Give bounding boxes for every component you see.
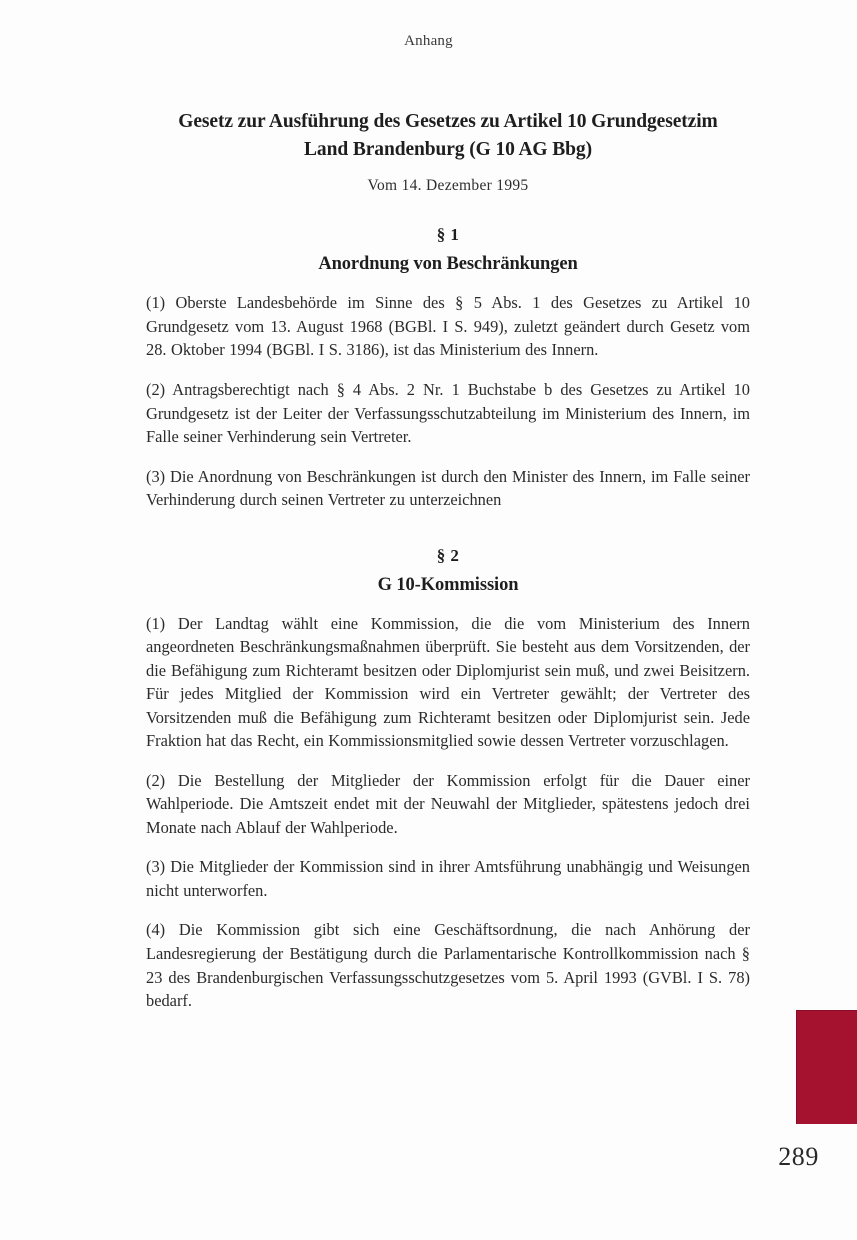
section-2-paragraph-3: (3) Die Mitglieder der Kommission sind in ihrer Amtsführung unabhängig und Weisungen nicht unterworfen. <box>146 857 750 900</box>
section-1-paragraph-2: (2) Antragsberechtigt nach § 4 Abs. 2 Nr. 1 Buchstabe b des Gesetzes zu Artikel 10 Grundgesetz ist der Leiter der Verfassungsschutzabteilung im Ministerium des Innern, im Falle seiner Verhinderung sein Vertreter. <box>146 379 750 447</box>
section-2-paragraph-1: (1) Der Landtag wählt eine Kommission, die die vom Ministerium des Innern angeordneten Beschränkungsmaßnahmen überprüft. Sie besteht aus dem Vorsitzenden, der die Befähigung zum Richteramt besitzen oder Diplomjurist sein muß, und zwei Beisitzern. Für jedes Mitglied der Kommission wird ein Vertreter gewählt; der Vertreter des Vorsitzenden muß die Befähigung zum Richteramt besitzen oder Diplomjurist sein. Jede Fraktion hat das Recht, ein Kommissionsmitglied sowie dessen Vertreter vorzuschlagen. <box>146 613 750 751</box>
section-1-paragraph-1: (1) Oberste Landesbehörde im Sinne des § 5 Abs. 1 des Gesetzes zu Artikel 10 Grundgesetz vom 13. August 1968 (BGBl. I S. 949), zuletzt geändert durch Gesetz vom 28. Oktober 1994 (BGBl. I S. 3186), ist das Ministerium des Innern. <box>146 293 750 360</box>
section-1-heading: Anordnung von Beschränkungen <box>318 254 578 275</box>
section-1-number: § 1 <box>436 225 460 245</box>
section-2-number: § 2 <box>436 545 460 565</box>
section-2-paragraph-4: (4) Die Kommission gibt sich eine Geschäftsordnung, die nach Anhörung der Landesregierung der Bestätigung durch die Parlamentarische Kontrollkommission nach § 23 des Brandenburgischen Verfassungsschutzgesetzes vom 5. April 1993 (GVBl. I S. 78) bedarf. <box>146 920 750 1011</box>
section-1 <box>146 225 750 511</box>
section-1-paragraph-3: (3) Die Anordnung von Beschränkungen ist durch den Minister des Innern, im Falle seiner Verhinderung durch seinen Vertreter zu unterzeichnen <box>146 466 750 510</box>
document-title <box>146 108 750 163</box>
red-marker-block <box>796 1010 857 1124</box>
document-title-line-1: Gesetz zur Ausführung des Gesetzes zu Artikel 10 Grundgesetzim <box>178 111 718 132</box>
running-head: Anhang <box>404 33 453 49</box>
section-2-heading: G 10-Kommission <box>377 574 519 595</box>
document-title-line-2: Land Brandenburg (G 10 AG Bbg) <box>304 138 592 160</box>
document-date: Vom 14. Dezember 1995 <box>367 177 529 195</box>
section-2 <box>146 546 750 1013</box>
section-2-paragraph-2: (2) Die Bestellung der Mitglieder der Kommission erfolgt für die Dauer einer Wahlperiode. Die Amtszeit endet mit der Neuwahl der Mitglieder, spätestens jedoch drei Monate nach Ablauf der Wahlperiode. <box>146 770 750 837</box>
text-column <box>146 108 750 1013</box>
page-number: 289 <box>778 1142 819 1171</box>
